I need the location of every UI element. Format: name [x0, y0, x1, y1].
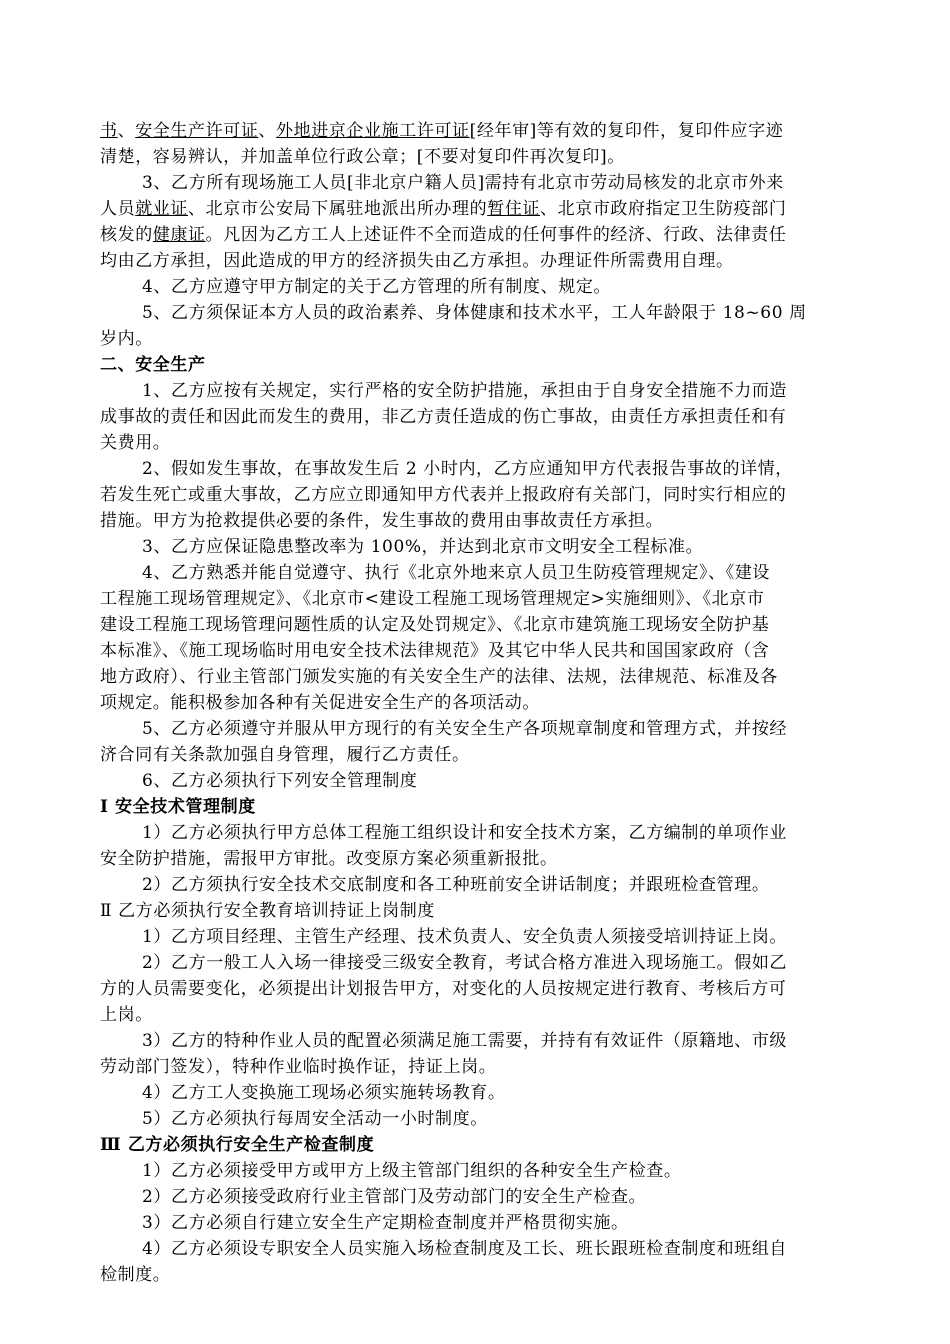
- text-segment: 项规定。能积极参加各种有关促进安全生产的各项活动。: [100, 693, 540, 713]
- text-segment: 5）乙方必须执行每周安全活动一小时制度。: [142, 1109, 488, 1129]
- text-line: [100, 924, 852, 950]
- text-segment: 4、乙方熟悉并能自觉遵守、执行《北京外地来京人员卫生防疫管理规定》、《建设: [142, 563, 771, 583]
- text-segment: 2）乙方一般工人入场一律接受三级安全教育，考试合格方准进入现场施工。假如乙: [142, 953, 788, 973]
- text-line: [100, 482, 852, 508]
- text-line: [100, 690, 852, 716]
- text-line: [100, 1054, 852, 1080]
- underlined-term: 健康证: [152, 225, 206, 245]
- text-line: [100, 144, 852, 170]
- text-line: [100, 1158, 852, 1184]
- text-line: [100, 326, 852, 352]
- section-heading: [100, 1132, 852, 1158]
- text-segment: 方的人员需要变化，必须提出计划报告甲方，对变化的人员按规定进行教育、考核后方可: [100, 979, 787, 999]
- underlined-term: 书: [100, 121, 118, 141]
- text-segment: Ⅱ 乙方必须执行安全教育培训持证上岗制度: [100, 901, 435, 921]
- text-line: [100, 638, 852, 664]
- text-line: [100, 404, 852, 430]
- text-segment: 3、乙方所有现场施工人员[非北京户籍人员]需持有北京市劳动局核发的北京市外来: [142, 173, 784, 193]
- text-line: [100, 586, 852, 612]
- text-line: [100, 560, 852, 586]
- text-line: [100, 1106, 852, 1132]
- text-segment: 4）乙方必须设专职安全人员实施入场检查制度及工长、班长跟班检查制度和班组自: [142, 1239, 788, 1259]
- text-segment: 济合同有关条款加强自身管理，履行乙方责任。: [100, 745, 470, 765]
- text-segment: 建设工程施工现场管理问题性质的认定及处罚规定》、《北京市建筑施工现场安全防护基: [100, 615, 770, 635]
- text-line: [100, 1184, 852, 1210]
- text-line: [100, 378, 852, 404]
- text-segment: 、北京市政府指定卫生防疫部门: [540, 199, 787, 219]
- text-segment: 3）乙方的特种作业人员的配置必须满足施工需要，并持有有效证件（原籍地、市级: [142, 1031, 788, 1051]
- text-line: [100, 274, 852, 300]
- text-segment: 5、乙方须保证本方人员的政治素养、身体健康和技术水平，工人年龄限于 18~60 周: [142, 303, 807, 323]
- text-segment: [经年审]等有效的复印件，复印件应字迹: [469, 121, 784, 141]
- text-line: [100, 664, 852, 690]
- text-line: [100, 1210, 852, 1236]
- text-segment: Ⅲ 乙方必须执行安全生产检查制度: [100, 1135, 375, 1155]
- text-segment: 人员: [100, 199, 136, 219]
- text-segment: 本标准》、《施工现场临时用电安全技术法律规范》及其它中华人民共和国国家政府（含: [100, 641, 770, 661]
- text-segment: 5、乙方必须遵守并服从甲方现行的有关安全生产各项规章制度和管理方式，并按经: [142, 719, 788, 739]
- section-heading: [100, 352, 852, 378]
- underlined-term: 就业证: [135, 199, 189, 219]
- text-segment: 均由乙方承担，因此造成的甲方的经济损失由乙方承担。办理证件所需费用自理。: [100, 251, 734, 271]
- text-line: [100, 118, 852, 144]
- text-segment: 1、乙方应按有关规定，实行严格的安全防护措施，承担由于自身安全措施不力而造: [142, 381, 788, 401]
- text-line: [100, 846, 852, 872]
- text-segment: 地方政府）、行业主管部门颁发实施的有关安全生产的法律、法规，法律规范、标准及各: [100, 667, 778, 687]
- text-segment: 劳动部门签发），特种作业临时换作证，持证上岗。: [100, 1057, 497, 1077]
- text-line: [100, 170, 852, 196]
- text-line: [100, 430, 852, 456]
- text-line: [100, 898, 852, 924]
- text-line: [100, 248, 852, 274]
- document-page: [100, 118, 852, 1288]
- text-line: [100, 1080, 852, 1106]
- text-line: [100, 1236, 852, 1262]
- text-line: [100, 1262, 852, 1288]
- text-segment: 清楚，容易辨认，并加盖单位行政公章；[不要对复印件再次复印]。: [100, 147, 625, 167]
- text-segment: 安全防护措施，需报甲方审批。改变原方案必须重新报批。: [100, 849, 558, 869]
- text-line: [100, 456, 852, 482]
- text-segment: 。凡因为乙方工人上述证件不全而造成的任何事件的经济、行政、法律责任: [205, 225, 787, 245]
- text-segment: 检制度。: [100, 1265, 171, 1285]
- text-segment: 核发的: [100, 225, 153, 245]
- text-line: [100, 612, 852, 638]
- text-segment: 、: [258, 121, 277, 141]
- text-segment: 二、安全生产: [100, 355, 206, 375]
- text-segment: 岁内。: [100, 329, 153, 349]
- text-segment: 2）乙方必须接受政府行业主管部门及劳动部门的安全生产检查。: [142, 1187, 647, 1207]
- text-segment: 4）乙方工人变换施工现场必须实施转场教育。: [142, 1083, 506, 1103]
- text-segment: 措施。甲方为抢救提供必要的条件，发生事故的费用由事故责任方承担。: [100, 511, 664, 531]
- underlined-term: 安全生产许可证: [135, 121, 259, 141]
- text-segment: 关费用。: [100, 433, 171, 453]
- text-segment: 1）乙方必须执行甲方总体工程施工组织设计和安全技术方案，乙方编制的单项作业: [142, 823, 788, 843]
- text-line: [100, 534, 852, 560]
- text-segment: 3）乙方必须自行建立安全生产定期检查制度并严格贯彻实施。: [142, 1213, 629, 1233]
- text-line: [100, 716, 852, 742]
- text-segment: Ⅰ 安全技术管理制度: [100, 797, 256, 817]
- text-line: [100, 950, 852, 976]
- text-line: [100, 820, 852, 846]
- text-line: [100, 872, 852, 898]
- text-segment: 2、假如发生事故，在事故发生后 2 小时内，乙方应通知甲方代表报告事故的详情，: [142, 459, 793, 479]
- text-segment: 成事故的责任和因此而发生的费用，非乙方责任造成的伤亡事故，由责任方承担责任和有: [100, 407, 787, 427]
- text-line: [100, 1002, 852, 1028]
- text-segment: 1）乙方必须接受甲方或甲方上级主管部门组织的各种安全生产检查。: [142, 1161, 682, 1181]
- text-line: [100, 300, 852, 326]
- text-segment: 3、乙方应保证隐患整改率为 100%，并达到北京市文明安全工程标准。: [142, 537, 704, 557]
- text-segment: 6、乙方必须执行下列安全管理制度: [142, 771, 418, 791]
- text-line: [100, 508, 852, 534]
- text-segment: 、: [117, 121, 136, 141]
- text-line: [100, 196, 852, 222]
- text-segment: 工程施工现场管理规定》、《北京市<建设工程施工现场管理规定>实施细则》、《北京市: [100, 589, 765, 609]
- text-segment: 上岗。: [100, 1005, 153, 1025]
- text-line: [100, 222, 852, 248]
- underlined-term: 外地进京企业施工许可证: [276, 121, 470, 141]
- text-segment: 、北京市公安局下属驻地派出所办理的: [188, 199, 488, 219]
- text-segment: 若发生死亡或重大事故，乙方应立即通知甲方代表并上报政府有关部门，同时实行相应的: [100, 485, 787, 505]
- text-line: [100, 976, 852, 1002]
- text-segment: 2）乙方须执行安全技术交底制度和各工种班前安全讲话制度；并跟班检查管理。: [142, 875, 770, 895]
- text-segment: 1）乙方项目经理、主管生产经理、技术负责人、安全负责人须接受培训持证上岗。: [142, 927, 788, 947]
- underlined-term: 暂住证: [487, 199, 541, 219]
- text-segment: 4、乙方应遵守甲方制定的关于乙方管理的所有制度、规定。: [142, 277, 612, 297]
- section-heading: [100, 794, 852, 820]
- text-line: [100, 1028, 852, 1054]
- text-line: [100, 768, 852, 794]
- text-line: [100, 742, 852, 768]
